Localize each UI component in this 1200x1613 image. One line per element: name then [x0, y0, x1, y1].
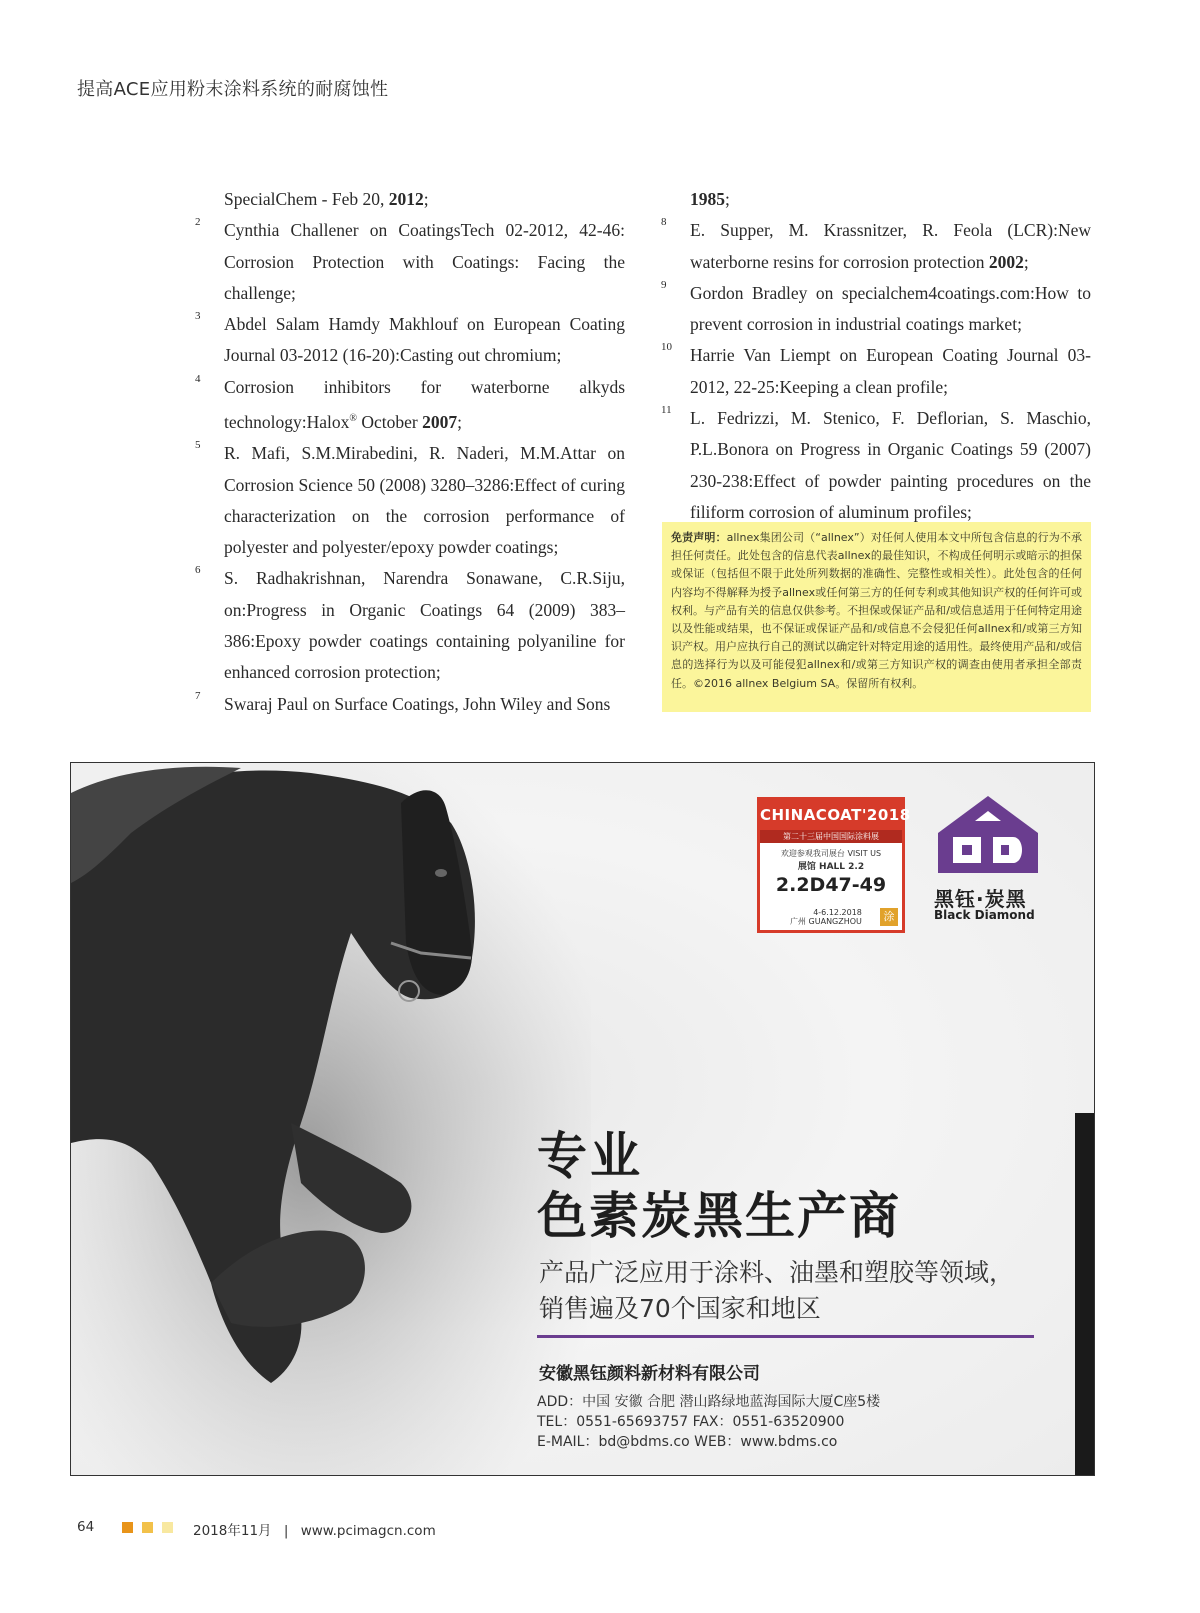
reference-number: 6	[195, 564, 201, 577]
reference-item	[661, 340, 1091, 403]
reference-punctuation: ;	[1023, 251, 1029, 272]
reference-number: 7	[195, 689, 201, 702]
reference-number: 10	[661, 341, 672, 354]
ad-email: E-MAIL：bd@bdms.co WEB：www.bdms.co	[537, 1434, 838, 1450]
reference-text: Cynthia Challener on CoatingsTech 02-2012, 42-46: Corrosion Protection with Coatings: Facing the challenge;	[224, 220, 625, 303]
reference-item	[195, 689, 625, 720]
reference-text: Abdel Salam Hamdy Makhlouf on European Coating Journal 03-2012 (16-20):Casting out chromium;	[224, 314, 625, 366]
reference-text: SpecialChem - Feb 20,	[224, 189, 389, 209]
reference-item	[195, 215, 625, 309]
badge-mark: 涂	[880, 908, 898, 926]
badge-subtitle: 第二十三届中国国际涂料展	[760, 830, 902, 843]
reference-item	[661, 215, 1091, 278]
horse-illustration	[71, 763, 591, 1476]
reference-text-continued: October	[357, 411, 423, 432]
reference-text: L. Fedrizzi, M. Stenico, F. Deflorian, S. Maschio, P.L.Bonora on Progress in Organic Coatings 59 (2007) 230-238:Effect of powder painting procedures on the filiform corrosion of aluminum profiles;	[690, 408, 1091, 522]
reference-item	[195, 184, 625, 215]
ad-side-bar	[1075, 1113, 1094, 1475]
reference-text: R. Mafi, S.M.Mirabedini, R. Naderi, M.M.Attar on Corrosion Science 50 (2008) 3280–3286:Effect of curing characterization on the corrosion performance of polyester and polyester/epoxy powder coatings;	[224, 443, 625, 558]
black-diamond-logo-icon	[933, 793, 1043, 878]
reference-item	[195, 372, 625, 438]
badge-title: CHINACOAT'2018	[760, 800, 902, 830]
footer-separator: |	[283, 1523, 289, 1539]
ad-headline-1: 专业	[537, 1127, 643, 1185]
badge-visit: 欢迎参观我司展台 VISIT US	[780, 849, 882, 858]
ad-divider	[537, 1335, 1034, 1338]
brand-name-cn: 黑钰·炭黑	[934, 887, 1027, 911]
badge-dates	[790, 908, 862, 926]
page-number: 64	[77, 1519, 95, 1535]
ad-subhead-1: 产品广泛应用于涂料、油墨和塑胶等领域，	[539, 1258, 1015, 1287]
reference-punctuation: ;	[457, 411, 462, 432]
reference-number: 11	[661, 404, 672, 417]
reference-item	[195, 309, 625, 372]
disclaimer-label: 免责声明：	[671, 531, 727, 544]
reference-item	[661, 403, 1091, 528]
badge-hall: 展馆 HALL 2.2	[797, 862, 865, 872]
reference-item	[195, 563, 625, 688]
issue-date: 2018年11月	[193, 1523, 272, 1539]
ad-subhead-2: 销售遍及70个国家和地区	[539, 1294, 821, 1323]
reference-text: Swaraj Paul on Surface Coatings, John Wiley and Sons	[224, 693, 611, 714]
chinacoat-badge	[757, 797, 911, 933]
ad-phone: TEL：0551-65693757 FAX：0551-63520900	[537, 1414, 845, 1430]
reference-number: 9	[661, 278, 667, 291]
ad-headline-2: 色素炭黑生产商	[537, 1187, 901, 1245]
reference-year: 2002	[988, 251, 1024, 272]
ad-company-name: 安徽黑钰颜料新材料有限公司	[539, 1364, 760, 1384]
footer-square-2	[142, 1522, 153, 1533]
reference-number: 4	[195, 372, 201, 385]
reference-text: S. Radhakrishnan, Narendra Sonawane, C.R.Siju, on:Progress in Organic Coatings 64 (2009) 383–386:Epoxy powder coatings containing polyaniline for enhanced corrosion protection;	[224, 568, 625, 683]
badge-city: 广州 GUANGZHOU	[790, 917, 862, 926]
reference-superscript: ®	[349, 413, 357, 425]
advertisement	[70, 762, 1095, 1476]
footer-square-3	[162, 1522, 173, 1533]
brand-name-en: Black Diamond	[934, 908, 1035, 922]
running-head: 提高ACE应用粉末涂料系统的耐腐蚀性	[77, 79, 389, 100]
disclaimer-box	[662, 522, 1091, 712]
reference-item	[661, 278, 1091, 341]
reference-number: 2	[195, 216, 201, 229]
reference-text: Gordon Bradley on specialchem4coatings.com:How to prevent corrosion in industrial coatings market;	[690, 282, 1091, 335]
badge-booth: 2.2D47-49	[775, 874, 887, 896]
reference-year: 2012	[388, 189, 424, 209]
reference-number: 3	[195, 310, 201, 323]
reference-text: Corrosion inhibitors for waterborne alkyds technology:Halox	[224, 376, 625, 432]
reference-year: 2007	[422, 411, 458, 432]
references-left-column	[195, 184, 625, 720]
footer-square-1	[122, 1522, 133, 1533]
ad-address: ADD：中国 安徽 合肥 潜山路绿地蓝海国际大厦C座5楼	[537, 1394, 881, 1410]
reference-punctuation: ;	[423, 189, 429, 209]
references-right-column	[661, 184, 1091, 528]
disclaimer-body: allnex集团公司（“allnex”）对任何人使用本文中所包含信息的行为不承担任何责任。此处包含的信息代表allnex的最佳知识，不构成任何明示或暗示的担保或保证（包括但不限于此处所列数据的准确性、完整性或相关性）。此处包含的任何内容均不得解释为授予allnex或任何第三方的任何专利或其他知识产权的任何许可或权利。与产品有关的信息仅供参考。不担保或保证产品和/或信息适用于任何特定用途以及性能或结果，也不保证或保证产品和/或信息不会侵犯任何allnex和/或第三方知识产权。用户应执行自己的测试以确定针对特定用途的适用性。最终使用产品和/或信息的选择行为以及可能侵犯allnex和/或第三方知识产权的调查由使用者承担全部责任。©2016 allnex Belgium SA。保留所有权利。	[671, 531, 1083, 690]
footer-website[interactable]: www.pcimagcn.com	[300, 1523, 436, 1539]
reference-item	[195, 438, 625, 563]
reference-item	[661, 184, 1091, 215]
reference-year: 1985	[690, 189, 725, 209]
reference-text: E. Supper, M. Krassnitzer, R. Feola (LCR):New waterborne resins for corrosion protection	[690, 220, 1091, 272]
reference-text: Harrie Van Liempt on European Coating Journal 03-2012, 22-25:Keeping a clean profile;	[690, 345, 1091, 397]
reference-punctuation: ;	[725, 189, 730, 209]
reference-number: 8	[661, 216, 667, 229]
badge-date-range: 4-6.12.2018	[813, 908, 862, 917]
reference-number: 5	[195, 439, 201, 452]
footer-issue	[193, 1519, 436, 1539]
